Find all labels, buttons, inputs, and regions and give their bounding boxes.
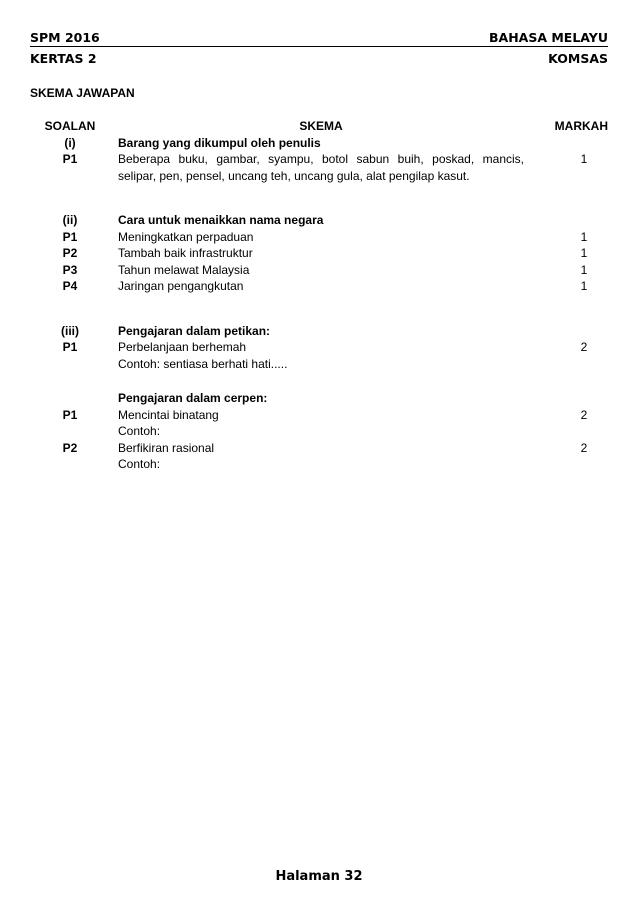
- question-subheading: Pengajaran dalam cerpen:: [118, 391, 268, 405]
- mark-value: 1: [580, 152, 588, 166]
- question-heading: Barang yang dikumpul oleh penulis: [118, 135, 321, 150]
- col-header-soalan: SOALAN: [44, 119, 96, 133]
- point-label: P2: [62, 246, 78, 260]
- point-label: P1: [62, 152, 78, 166]
- col-header-skema: SKEMA: [299, 119, 343, 133]
- example-text: Contoh:: [118, 424, 161, 438]
- question-heading: Cara untuk menaikkan nama negara: [118, 213, 324, 227]
- point-label: P2: [62, 440, 78, 455]
- mark-value: 2: [580, 440, 588, 455]
- table-row: [30, 390, 608, 407]
- question-heading: Pengajaran dalam petikan:: [118, 323, 271, 338]
- col-header-markah: MARKAH: [554, 119, 608, 133]
- paper-number: KERTAS 2: [30, 51, 97, 66]
- point-label: P1: [62, 340, 78, 354]
- page-number: Halaman 32: [275, 869, 363, 884]
- point-text: Mencintai binatang: [118, 407, 219, 422]
- point-text: Berfikiran rasional: [118, 440, 215, 455]
- point-label: P4: [62, 279, 78, 293]
- mark-value: 1: [580, 262, 588, 277]
- table-row: [30, 339, 608, 356]
- example-text: Contoh:: [118, 457, 161, 471]
- point-text: Tahun melawat Malaysia: [118, 262, 250, 277]
- answer-scheme-table: [30, 118, 608, 473]
- table-header-row: [30, 118, 608, 135]
- table-row: [30, 245, 608, 262]
- mark-value: 2: [580, 407, 588, 422]
- point-label: P3: [62, 262, 78, 277]
- table-row: [30, 278, 608, 295]
- point-text: Meningkatkan perpaduan: [118, 229, 254, 244]
- page-header-top: [30, 30, 608, 45]
- section-name: KOMSAS: [548, 51, 608, 66]
- mark-value: 1: [580, 229, 588, 244]
- point-label: P1: [62, 407, 78, 422]
- table-row: [30, 262, 608, 279]
- table-row: [30, 135, 608, 152]
- point-text: Tambah baik infrastruktur: [118, 246, 253, 260]
- point-text: Jaringan pengangkutan: [118, 279, 244, 293]
- subject-name: BAHASA MELAYU: [489, 30, 608, 45]
- table-row: [30, 212, 608, 229]
- question-label: (ii): [62, 213, 78, 227]
- table-row: [30, 229, 608, 246]
- page-title: SKEMA JAWAPAN: [30, 86, 135, 100]
- page-header-bottom: [30, 51, 608, 66]
- question-label: (i): [64, 135, 76, 150]
- question-label: (iii): [61, 323, 79, 338]
- point-label: P1: [62, 229, 78, 244]
- example-text: Contoh: sentiasa berhati hati.....: [118, 356, 288, 371]
- point-text: Beberapa buku, gambar, syampu, botol sabun buih, poskad, mancis, selipar, pen, pensel, uncang teh, uncang gula, alat pengilap kasut.: [118, 152, 524, 183]
- header-rule: [30, 46, 608, 47]
- table-row: [30, 356, 608, 373]
- table-row: [30, 151, 608, 184]
- table-row: [30, 323, 608, 340]
- table-row: [30, 423, 608, 440]
- mark-value: 1: [580, 279, 588, 293]
- table-row: [30, 407, 608, 424]
- mark-value: 1: [580, 246, 588, 260]
- exam-year: SPM 2016: [30, 30, 100, 45]
- table-row: [30, 456, 608, 473]
- table-row: [30, 440, 608, 457]
- point-text: Perbelanjaan berhemah: [118, 340, 247, 354]
- mark-value: 2: [580, 340, 588, 354]
